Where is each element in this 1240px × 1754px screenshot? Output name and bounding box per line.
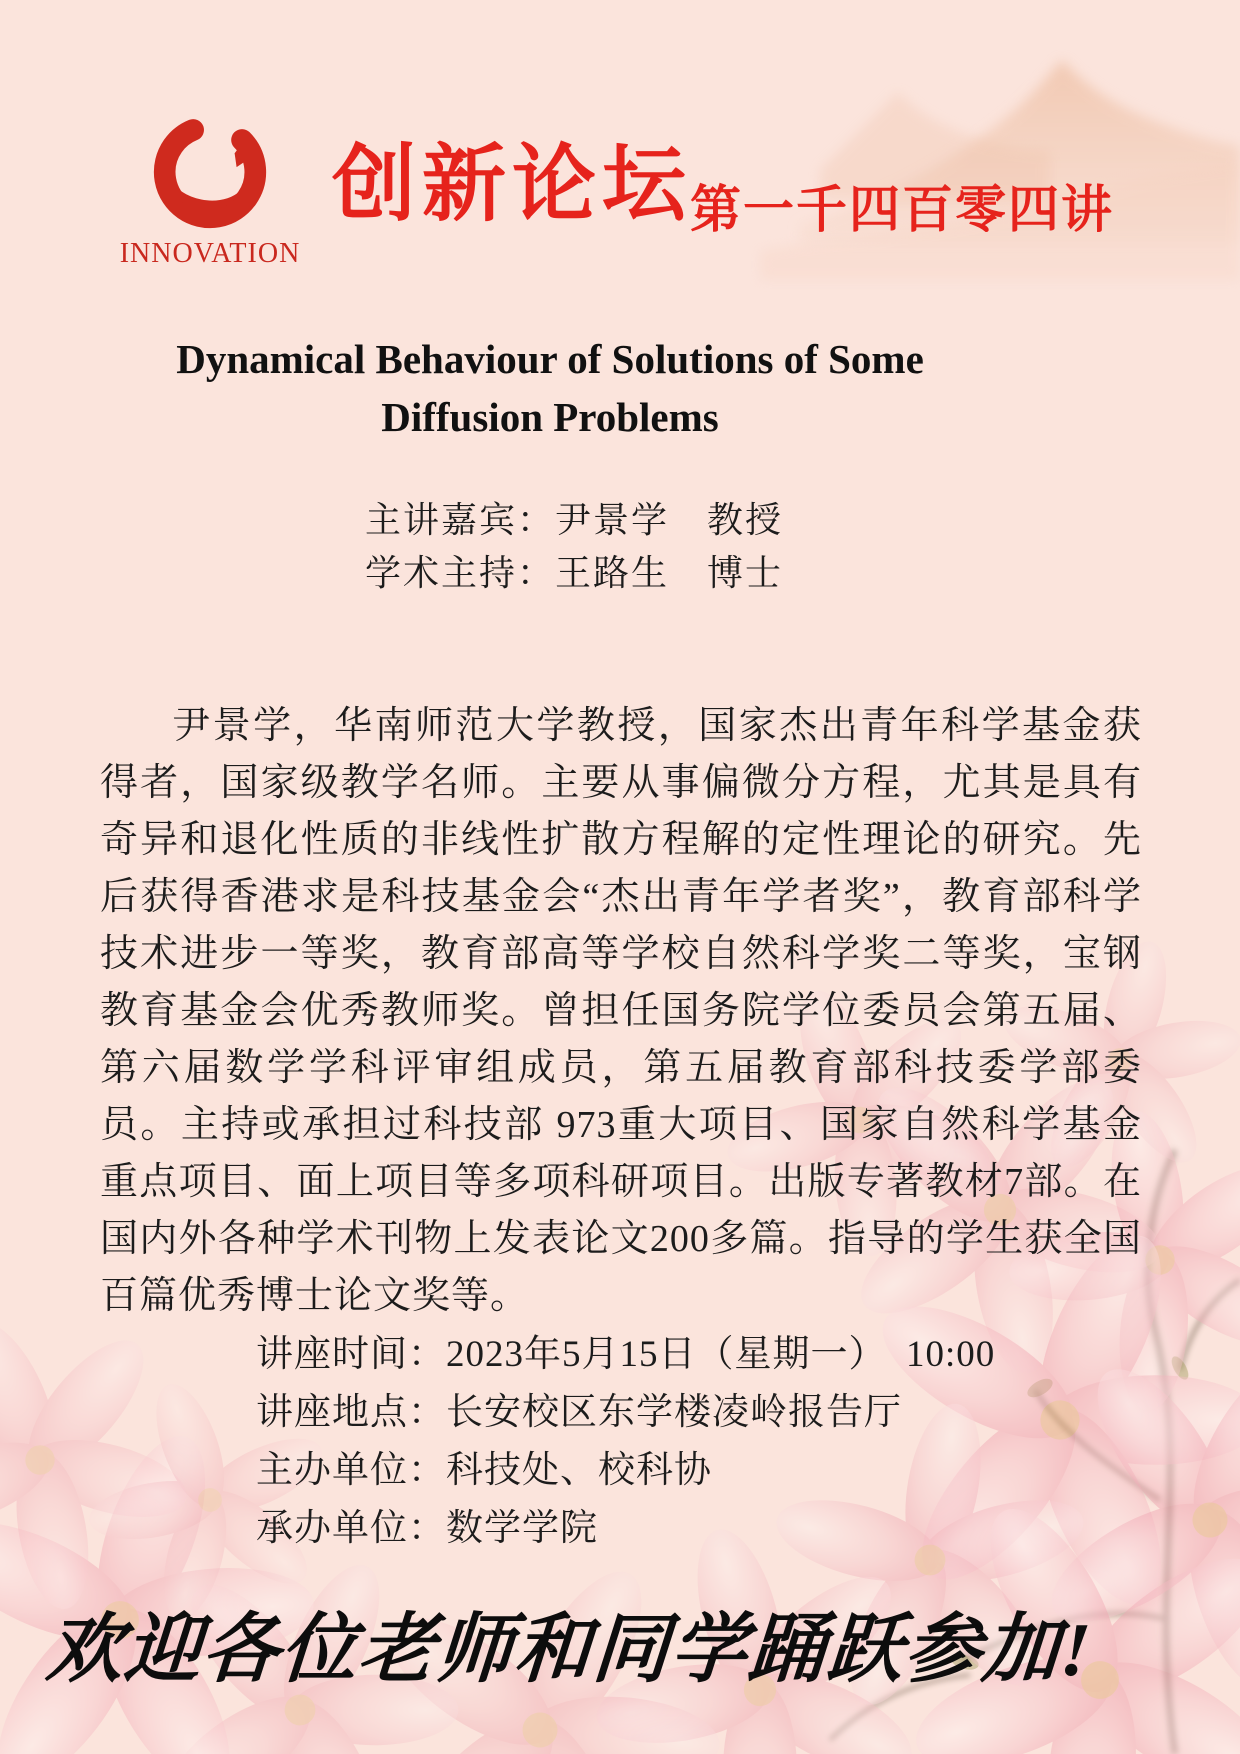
lecture-number: 第一千四百零四讲 [690, 181, 1115, 238]
english-title [0, 330, 1100, 446]
detail-organizer: 主办单位：科技处、校科协 [256, 1450, 712, 1491]
logo-block [95, 108, 325, 270]
english-title-line2: Diffusion Problems [381, 394, 719, 440]
forum-title: 创新论坛 [332, 137, 693, 231]
innovation-logo-icon [146, 108, 274, 236]
speaker-line: 主讲嘉宾：尹景学 教授 [365, 500, 784, 540]
logo-wordmark: INNOVATION [119, 238, 301, 269]
guest-block [365, 494, 783, 600]
detail-location: 讲座地点：长安校区东学楼凌岭报告厅 [256, 1392, 902, 1433]
footer-welcome-text: 欢迎各位老师和同学踊跃参加! [43, 1608, 1096, 1692]
speaker-bio: 尹景学，华南师范大学教授，国家杰出青年科学基金获得者，国家级教学名师。主要从事偏微分方程，尤其是具有奇异和退化性质的非线性扩散方程解的定性理论的研究。先后获得香港求是科技基金会“杰出青年学者奖”，教育部科学技术进步一等奖，教育部高等学校自然科学奖二等奖，宝钢教育基金会优秀教师奖。曾担任国务院学位委员会第五届、第六届数学学科评审组成员，第五届教育部科技委学部委员。主持或承担过科技部 973重大项目、国家自然科学基金重点项目、面上项目等多项科研项目。出版专著教材7部。在国内外各种学术刊物上发表论文200多篇。指导的学生获全国百篇优秀博士论文奖等。 [100, 705, 1142, 1317]
detail-time: 讲座时间：2023年5月15日（星期一） 10:00 [256, 1334, 996, 1375]
english-title-line1: Dynamical Behaviour of Solutions of Some [176, 336, 924, 382]
detail-undertaker: 承办单位：数学学院 [256, 1508, 598, 1549]
lecture-details [256, 1326, 995, 1558]
host-line: 学术主持：王路生 博士 [365, 553, 784, 593]
